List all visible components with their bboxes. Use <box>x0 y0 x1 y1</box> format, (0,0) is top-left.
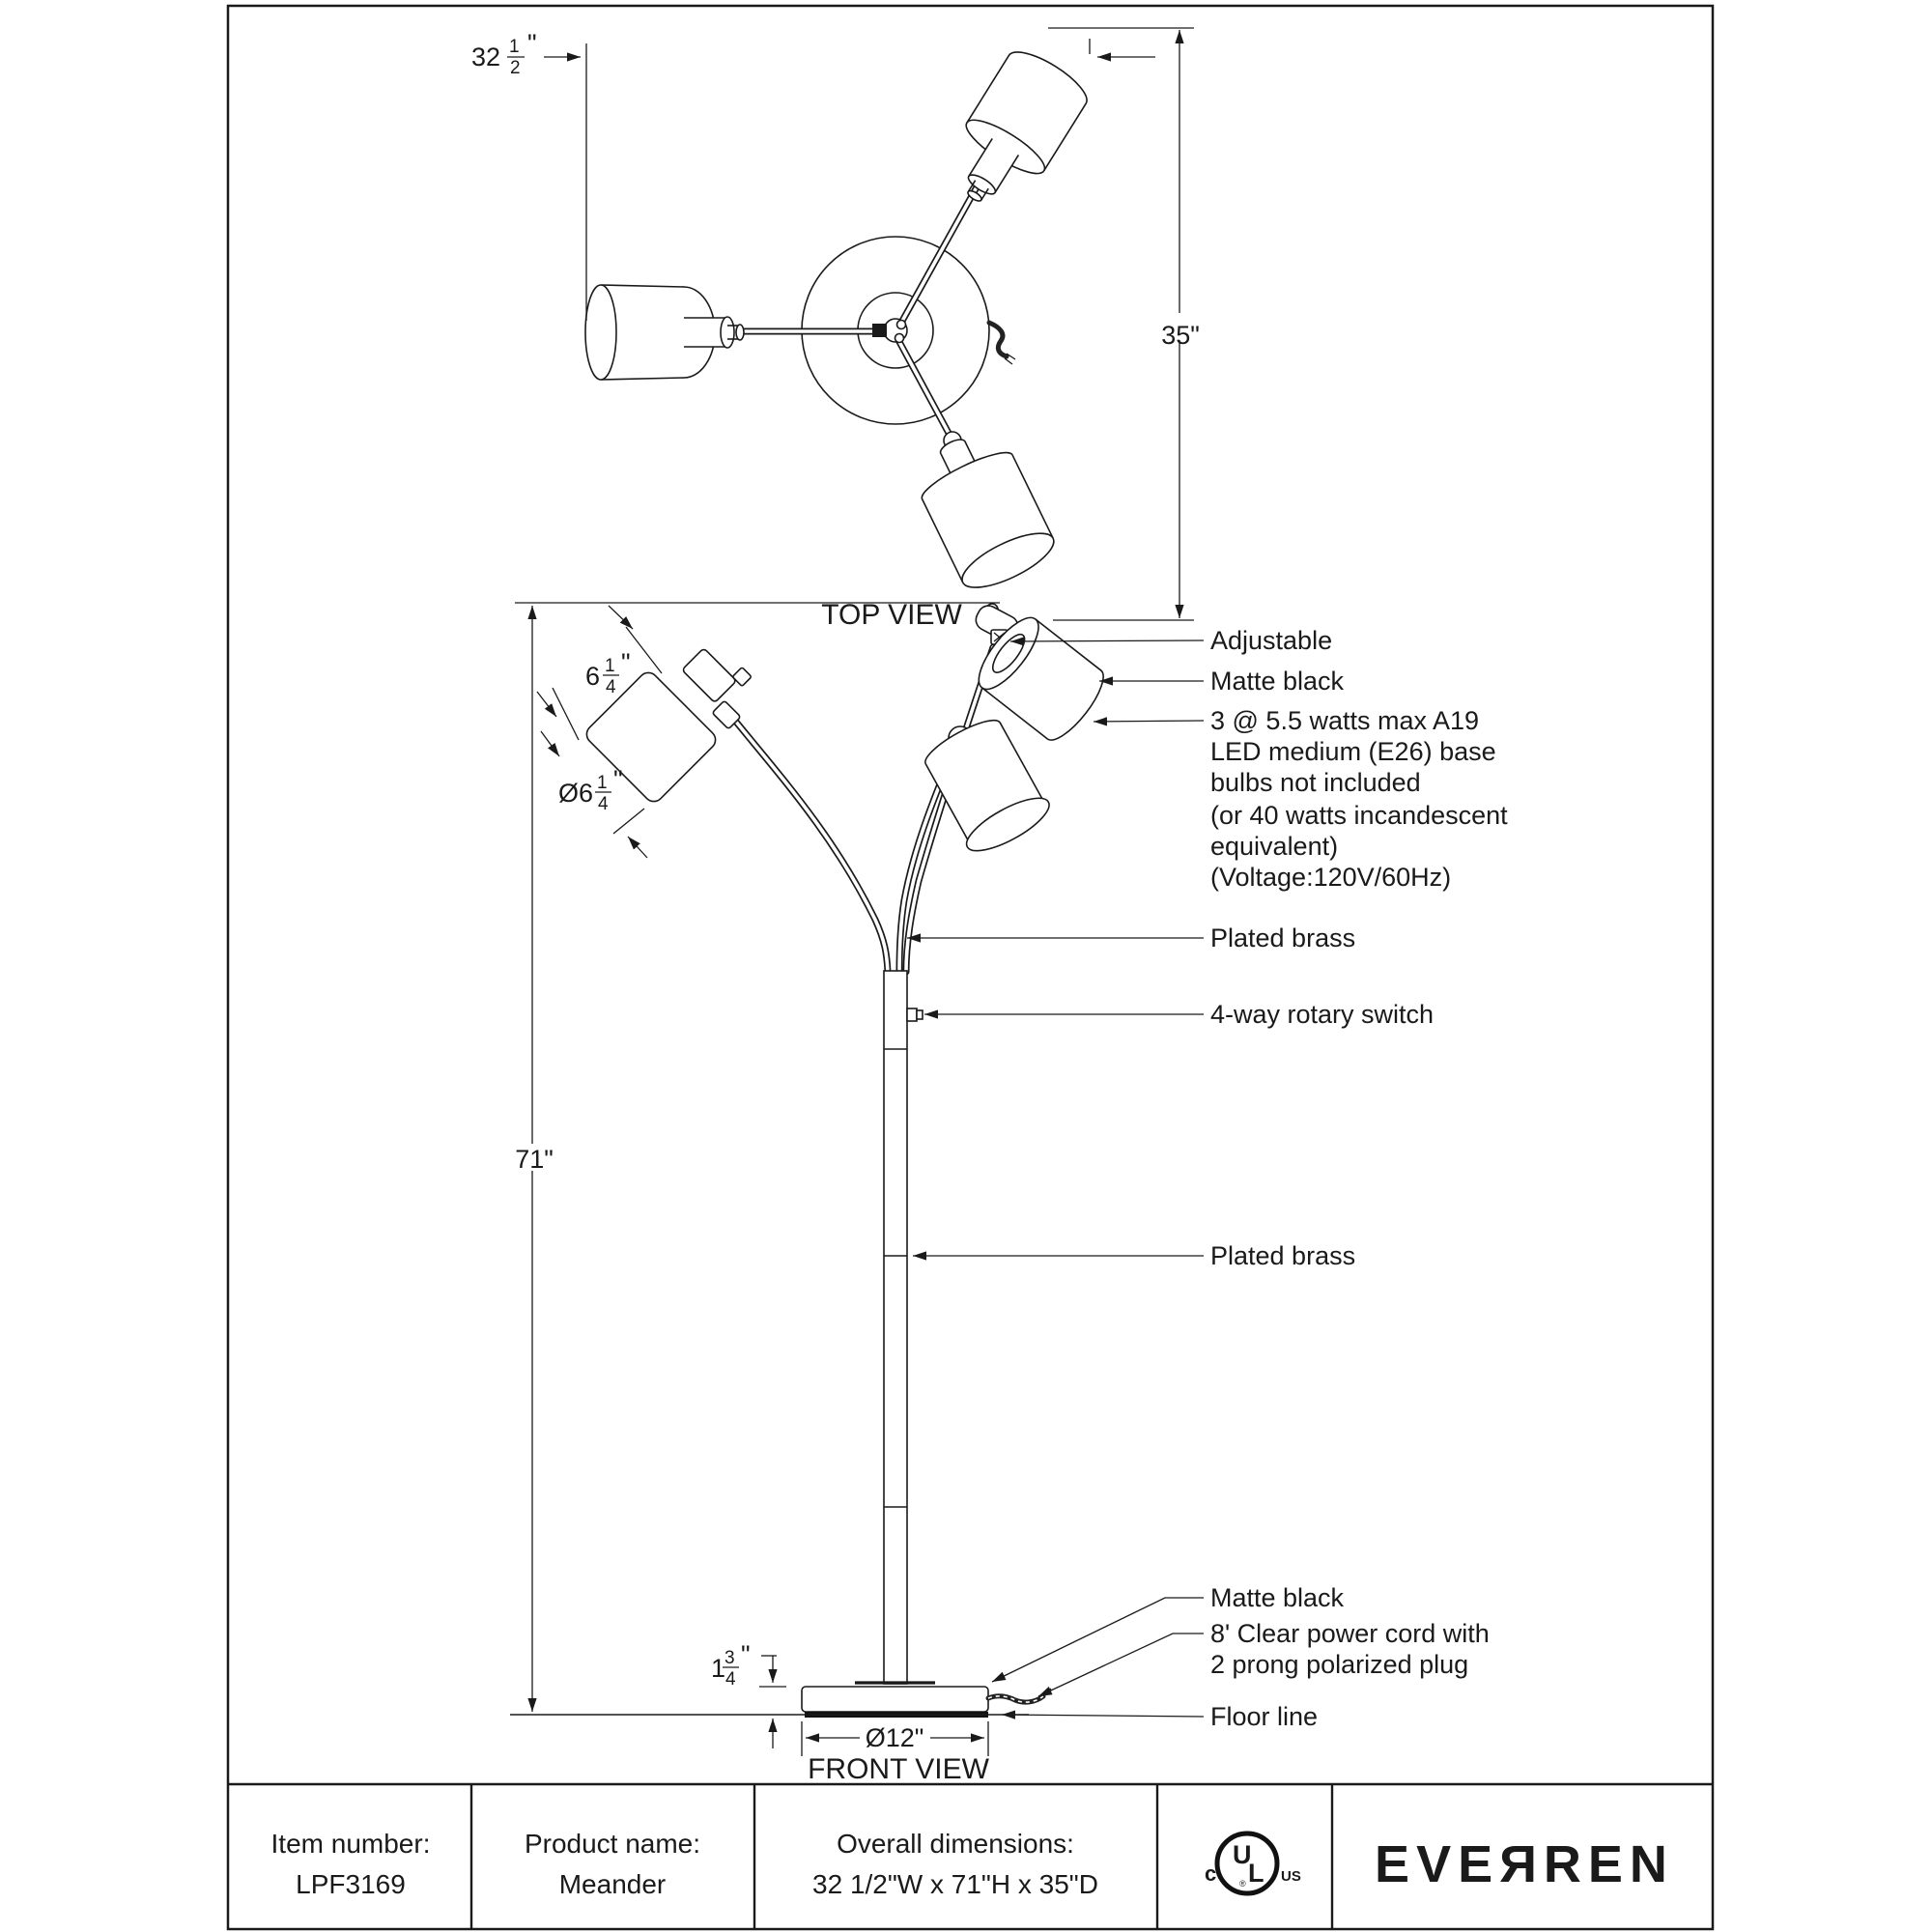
dim-shade-dia-num: 1 <box>597 773 608 793</box>
footer-cell-overall-dimensions <box>812 1829 1098 1899</box>
dimension-dia6quarter <box>558 765 623 814</box>
top-view-arms <box>742 168 987 437</box>
dimension-71 <box>515 603 1000 1712</box>
ul-c-label: c <box>1205 1861 1217 1886</box>
dim-base-h-unit: " <box>741 1640 751 1669</box>
dim-shade-length-unit: " <box>621 648 631 677</box>
top-view-upper-shade <box>934 43 1094 223</box>
annotations <box>1210 626 1508 1731</box>
annotation-floor-line: Floor line <box>1210 1702 1319 1731</box>
ul-us-label: US <box>1281 1868 1301 1885</box>
overall-dimensions-value: 32 1/2"W x 71"H x 35"D <box>812 1869 1098 1899</box>
product-name-value: Meander <box>558 1869 667 1899</box>
annotation-cord-line1: 8' Clear power cord with <box>1210 1619 1490 1648</box>
annotation-matte-black-top: Matte black <box>1210 667 1345 696</box>
page-border <box>228 6 1713 1929</box>
dim-shade-dia-prefix: Ø6 <box>558 779 594 808</box>
ul-u-letter: U <box>1233 1840 1252 1869</box>
dim-shade-dia-unit: " <box>613 765 623 794</box>
top-view-label: TOP VIEW <box>821 599 962 631</box>
top-view-arm-clamp <box>872 324 887 337</box>
top-view-left-shade <box>585 285 744 380</box>
annotation-bulb-line1: 3 @ 5.5 watts max A19 <box>1210 706 1480 735</box>
brand-logo: EVEЯREN <box>1375 1835 1674 1893</box>
dim-width-num: 1 <box>509 37 520 57</box>
top-view-power-cord <box>989 323 1007 356</box>
product-name-label: Product name: <box>524 1829 701 1859</box>
annotation-cord-line2: 2 prong polarized plug <box>1210 1650 1469 1679</box>
annotation-matte-black-bottom: Matte black <box>1210 1583 1345 1612</box>
footer-cell-item-number <box>271 1829 431 1899</box>
annotation-bulb-line4: (or 40 watts incandescent <box>1210 801 1508 830</box>
dim-depth: 35" <box>1161 321 1200 350</box>
ul-l-letter: L <box>1248 1859 1264 1888</box>
dim-width-unit: " <box>527 29 537 58</box>
item-number-label: Item number: <box>270 1829 431 1859</box>
dim-base-diameter: Ø12" <box>865 1723 924 1752</box>
annotation-bulb-line6: (Voltage:120V/60Hz) <box>1210 863 1452 892</box>
front-view-base <box>802 1683 988 1718</box>
dim-shade-length-num: 1 <box>605 656 615 676</box>
dim-width-whole: 32 <box>471 43 501 71</box>
rotary-switch-knob <box>907 1009 923 1021</box>
annotation-bulb-line3: bulbs not included <box>1210 768 1421 797</box>
dim-width-den: 2 <box>510 58 521 78</box>
dim-base-h-whole: 1 <box>711 1654 726 1683</box>
front-view-pole <box>884 971 907 1684</box>
annotation-plated-brass-top: Plated brass <box>1210 923 1356 952</box>
footer-cell-product-name <box>525 1829 700 1899</box>
dim-shade-dia-den: 4 <box>598 794 609 814</box>
front-view-label: FRONT VIEW <box>808 1753 989 1785</box>
annotation-adjustable: Adjustable <box>1210 626 1333 655</box>
footer-table <box>228 1784 1713 1929</box>
top-view-drawing <box>585 43 1094 598</box>
front-view-drawing <box>510 602 1112 1718</box>
overall-dimensions-label: Overall dimensions: <box>837 1829 1074 1859</box>
front-view-right-shade <box>917 711 1056 861</box>
annotation-plated-brass-bottom: Plated brass <box>1210 1241 1356 1270</box>
ul-registered-mark: ® <box>1239 1879 1246 1889</box>
dimension-1-3quarter <box>711 1640 786 1748</box>
item-number-value: LPF3169 <box>296 1869 406 1899</box>
dim-base-h-den: 4 <box>725 1669 736 1690</box>
annotation-bulb-line5: equivalent) <box>1210 832 1339 861</box>
dim-shade-length-den: 4 <box>606 677 616 697</box>
ul-certification-icon <box>1205 1833 1301 1893</box>
dim-shade-length-whole: 6 <box>585 662 601 691</box>
annotation-bulb-line2: LED medium (E26) base <box>1210 737 1496 766</box>
dimension-dia12 <box>802 1721 988 1756</box>
top-view-lower-shade <box>905 420 1061 598</box>
annotation-rotary-switch: 4-way rotary switch <box>1210 1000 1435 1029</box>
dim-height: 71" <box>515 1145 554 1174</box>
dim-base-h-num: 3 <box>724 1648 735 1668</box>
